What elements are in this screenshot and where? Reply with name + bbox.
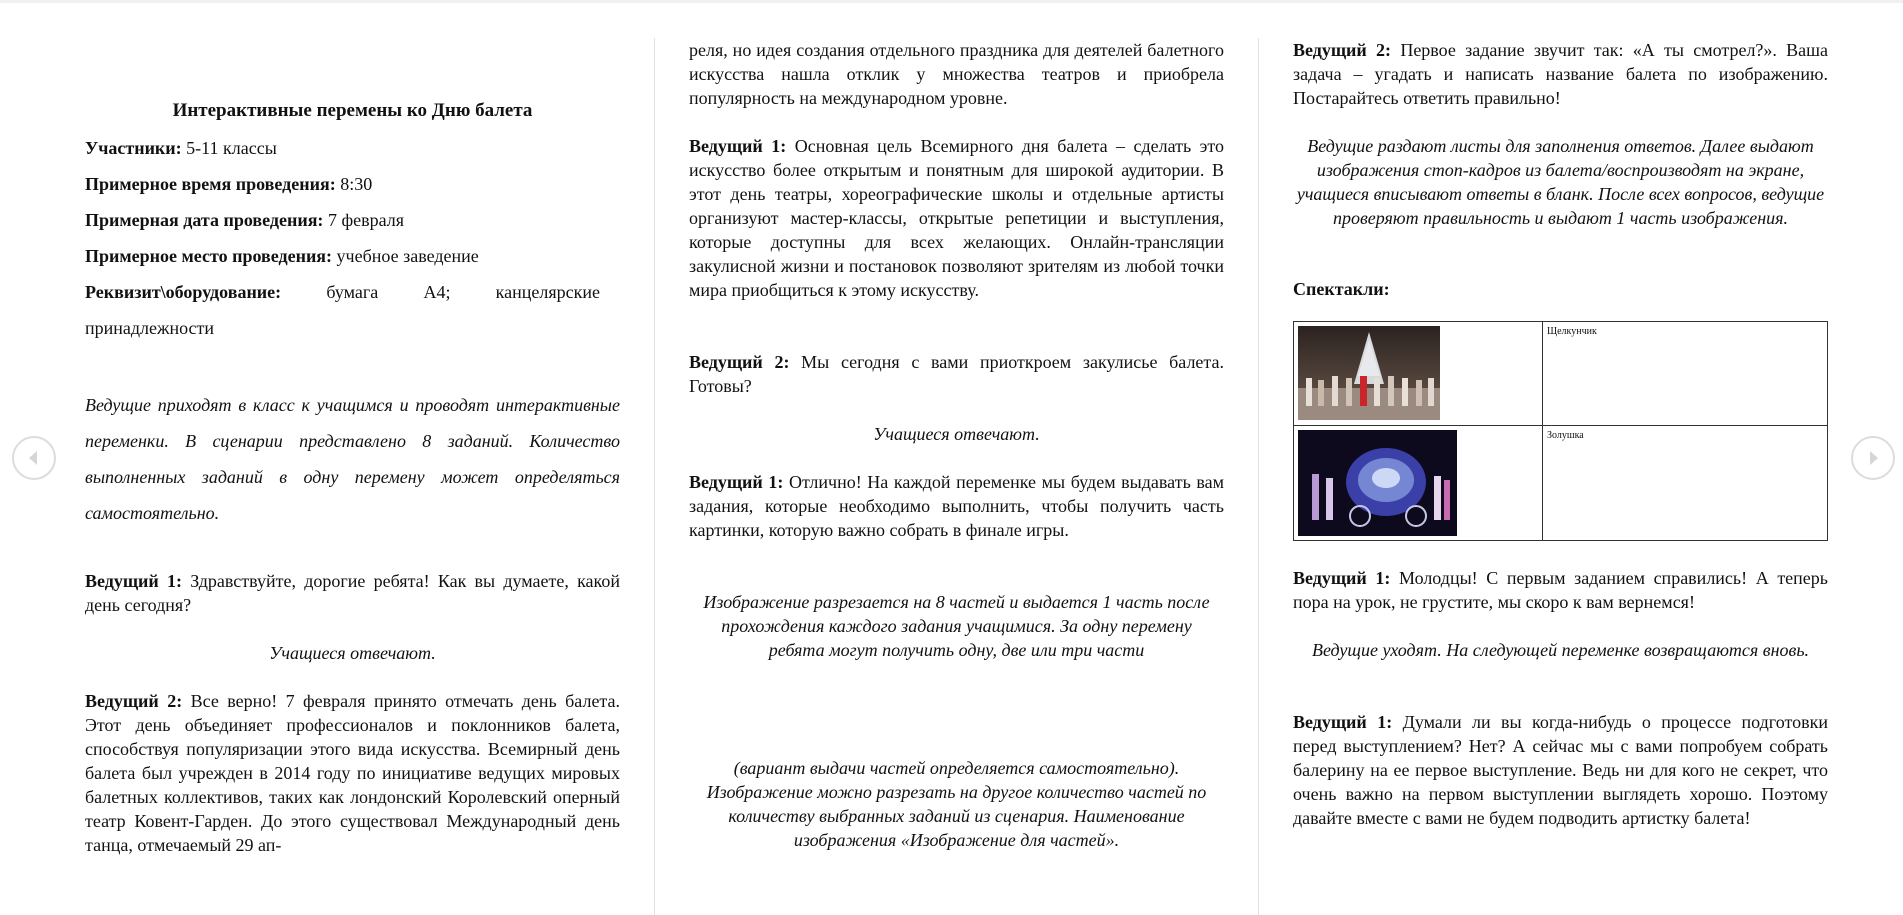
host1-praise: Ведущий 1: Молодцы! С первым заданием справились! А теперь пора на урок, не грустите, мы скоро к вам вернемся! <box>1293 568 1829 612</box>
hosts-leave-note: Ведущие уходят. На следующей переменке возвращаются вновь. <box>1311 640 1810 660</box>
history-continued: реля, но идея создания отдельного праздника для деятелей балетного искусства нашла отклик у множества театров и приобрела популярность на международном уровне. <box>689 40 1224 108</box>
image-note-1: Изображение разрезается на 8 частей и выдается 1 часть после прохождения каждого задания учащимися. За одну перемену ребята могут получить одну, две или три части <box>703 592 1210 660</box>
table-cell-label: Щелкунчик <box>1543 322 1828 426</box>
table-row <box>1294 322 1828 426</box>
host1-greeting: Ведущий 1: Здравствуйте, дорогие ребята! Как вы думаете, какой день сегодня? <box>85 571 621 615</box>
page-divider <box>654 38 655 915</box>
task-instruction: Ведущие раздают листы для заполнения ответов. Далее выдают изображения стоп-кадров из балета/воспроизводят на экране, учащиеся вписывают ответы в бланк. После всех вопросов, ведущие проверяют правильность и выдают 1 часть изображения. <box>1296 136 1825 228</box>
meta-place: Примерное место проведения: учебное заведение <box>85 246 479 266</box>
table-cell-photo <box>1294 426 1543 541</box>
performances-table <box>1293 321 1828 541</box>
event-meta <box>85 130 620 346</box>
host2-task1: Ведущий 2: Первое задание звучит так: «А ты смотрел?». Ваша задача – угадать и написать название балета по изображению. Постарайтесь ответить правильно! <box>1293 40 1829 108</box>
document-page-2 <box>689 0 1224 915</box>
table-row <box>1294 426 1828 541</box>
meta-props: Реквизит\оборудование: бумага А4; канцелярские принадлежности <box>85 282 600 338</box>
intro-paragraph: Ведущие приходят в класс к учащимся и проводят интерактивные переменки. В сценарии представлено 8 заданий. Количество выполненных заданий в одну перемену может определяться самостоятельно. <box>85 395 620 523</box>
host1-preparation: Ведущий 1: Думали ли вы когда-нибудь о процессе подготовки перед выступлением? Нет? А сейчас мы с вами попробуем собрать балерину на ее первое выступление. Ведь ни для кого не секрет, что очень важно на первом выступлении выглядеть хорошо. Поэтому давайте вместе с вами не будем подводить артистку балета! <box>1293 712 1828 828</box>
document-page-3 <box>1293 0 1828 915</box>
next-page-button[interactable] <box>1851 436 1895 480</box>
table-cell-label: Золушка <box>1543 426 1828 541</box>
host2-backstage: Ведущий 2: Мы сегодня с вами приоткроем закулисье балета. Готовы? <box>689 352 1224 396</box>
host2-history: Ведущий 2: Все верно! 7 февраля принято отмечать день балета. Этот день объединяет профессионалов и поклонников балета, способствуя популяризации этого вида искусства. Всемирный день балета был учрежден в 2014 году по инициативе ведущих мировых балетных коллективов, таких как лондонский Королевский оперный театр Ковент-Гарден. До этого существовал Международный день танца, отмечаемый 29 ап- <box>85 691 621 855</box>
nutcracker-photo <box>1298 326 1440 420</box>
table-cell-photo <box>1294 322 1543 426</box>
image-note-2: (вариант выдачи частей определяется самостоятельно). Изображение можно разрезать на другое количество частей по количеству выбранных заданий из сценария. Наименование изображения «Изображение для частей». <box>706 758 1207 850</box>
meta-participants: Участники: 5-11 классы <box>85 138 277 158</box>
document-page-1 <box>85 0 620 915</box>
meta-time: Примерное время проведения: 8:30 <box>85 174 373 194</box>
host1-goal: Ведущий 1: Основная цель Всемирного дня балета – сделать это искусство более открытым и понятным для широкой аудитории. В этот день театры, хореографические школы и отдельные артисты организуют мастер-классы, открытые репетиции и выступления, которые доступны для всех желающих. Онлайн-трансляции закулисной жизни и постановок позволяют зрителям из любой точки мира приобщиться к этому искусству. <box>689 136 1224 300</box>
chevron-right-icon <box>1863 448 1883 468</box>
prev-page-button[interactable] <box>12 436 56 480</box>
students-reply: Учащиеся отвечают. <box>269 643 436 663</box>
cinderella-photo <box>1298 430 1457 536</box>
chevron-left-icon <box>24 448 44 468</box>
performances-heading: Спектакли: <box>1293 279 1390 299</box>
page-divider <box>1258 38 1259 915</box>
meta-date: Примерная дата проведения: 7 февраля <box>85 210 404 230</box>
document-title: Интерактивные перемены ко Дню балета <box>172 100 533 121</box>
students-reply: Учащиеся отвечают. <box>873 424 1040 444</box>
host1-tasks: Ведущий 1: Отлично! На каждой переменке мы будем выдавать вам задания, которые необходимо выполнить, чтобы получить часть картинки, которую важно собрать в финале игры. <box>689 472 1225 540</box>
